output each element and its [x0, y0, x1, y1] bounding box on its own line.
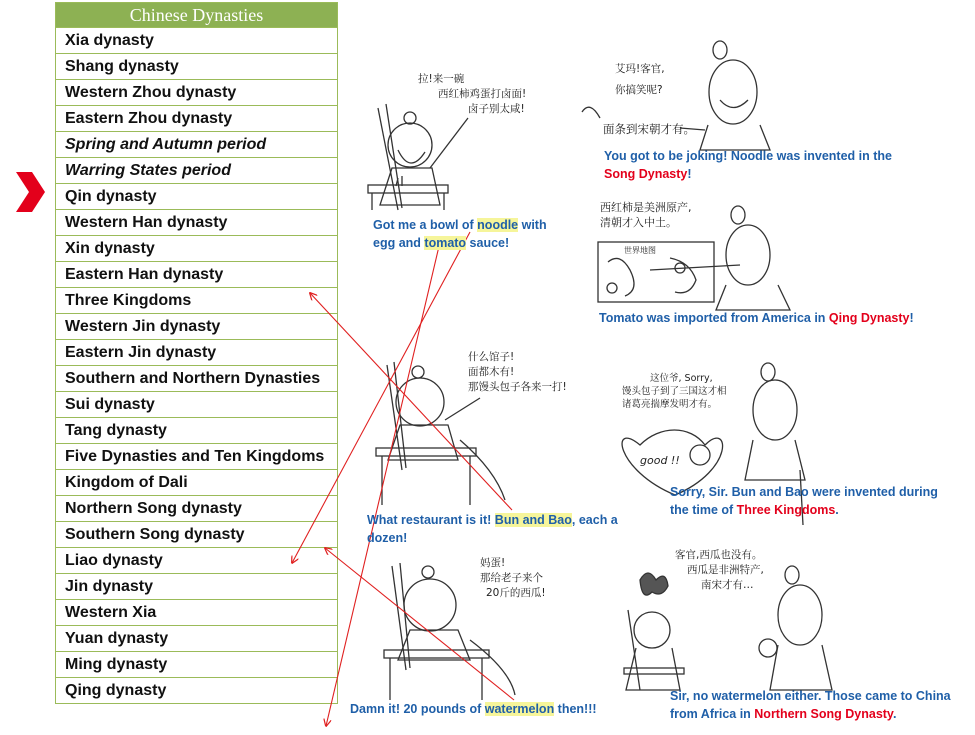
dynasty-cell: Xin dynasty: [56, 236, 338, 262]
dynasty-cell: Shang dynasty: [56, 54, 338, 80]
speech-text-customer-1: 拉!来一碗 西红柿鸡蛋打卤面! 卤子别太咸!: [418, 73, 527, 115]
caption-tomato: Tomato was imported from America in Qing Dynasty!: [599, 311, 914, 325]
map-label: 世界地图: [624, 246, 656, 255]
speech-text-shopkeeper-3: 这位爷, Sorry, 馒头包子到了三国这才相 诸葛亮揣摩发明才有。: [622, 373, 727, 410]
dynasty-cell: Liao dynasty: [56, 548, 338, 574]
caption-watermelon: Damn it! 20 pounds of watermelon then!!!: [350, 702, 597, 716]
dynasty-cell: Tang dynasty: [56, 418, 338, 444]
dynasty-cell: Western Zhou dynasty: [56, 80, 338, 106]
caption-song-dynasty: You got to be joking! Noodle was invented in the Song Dynasty!: [604, 149, 892, 181]
speech-text-customer-3: 妈蛋! 那给老子来个 20斤的西瓜!: [480, 557, 546, 599]
dynasty-cell: Southern and Northern Dynasties: [56, 366, 338, 392]
dynasty-cell: Xia dynasty: [56, 28, 338, 54]
dynasty-cell: Western Xia: [56, 600, 338, 626]
bun-bao-arrow: [310, 293, 512, 510]
tomato-arrow: [326, 242, 440, 726]
dynasty-cell: Eastern Jin dynasty: [56, 340, 338, 366]
cartoon-customer-1: [368, 104, 468, 210]
dynasty-cell: Western Jin dynasty: [56, 314, 338, 340]
table-title: Chinese Dynasties: [56, 3, 338, 28]
dynasty-cell: Qing dynasty: [56, 678, 338, 704]
speech-text-shopkeeper-2: 西红柿是美洲原产, 清朝才入中土。: [600, 201, 692, 229]
dynasty-cell: Eastern Han dynasty: [56, 262, 338, 288]
dynasty-cell: Qin dynasty: [56, 184, 338, 210]
caption-bun-bao: What restaurant is it! Bun and Bao, each a dozen!: [367, 513, 618, 545]
dynasty-cell: Three Kingdoms: [56, 288, 338, 314]
dynasty-cell: Sui dynasty: [56, 392, 338, 418]
dynasty-cell: Warring States period: [56, 158, 338, 184]
dynasty-cell: Spring and Autumn period: [56, 132, 338, 158]
dynasty-cell: Western Han dynasty: [56, 210, 338, 236]
heart-text: good !!: [640, 454, 680, 467]
caption-three-kingdoms: Sorry, Sir. Bun and Bao were invented during the time of Three Kingdoms.: [670, 485, 938, 517]
dynasty-cell: Jin dynasty: [56, 574, 338, 600]
caption-northern-song: Sir, no watermelon either. Those came to China from Africa in Northern Song Dynasty.: [670, 689, 951, 721]
dynasty-cell: Ming dynasty: [56, 652, 338, 678]
caption-noodle: Got me a bowl of noodle with egg and tomato sauce!: [373, 218, 547, 250]
dynasty-cell: Kingdom of Dali: [56, 470, 338, 496]
current-row-pointer-icon: [16, 172, 45, 212]
speech-text-shopkeeper-4: 客官,西瓜也没有。 西瓜是非洲特产, 南宋才有…: [675, 549, 764, 591]
dynasty-cell: Southern Song dynasty: [56, 522, 338, 548]
dynasty-cell: Eastern Zhou dynasty: [56, 106, 338, 132]
speech-text-customer-2: 什么馆子! 面都木有! 那馒头包子各来一打!: [468, 351, 567, 393]
dynasty-cell: Northern Song dynasty: [56, 496, 338, 522]
dynasty-cell: Five Dynasties and Ten Kingdoms: [56, 444, 338, 470]
speech-text-shopkeeper-1: 艾玛!客官, 你搞笑呢?: [615, 63, 665, 96]
speech-text-shopkeeper-1b: 面条到宋朝才有。: [603, 122, 695, 136]
dynasty-cell: Yuan dynasty: [56, 626, 338, 652]
